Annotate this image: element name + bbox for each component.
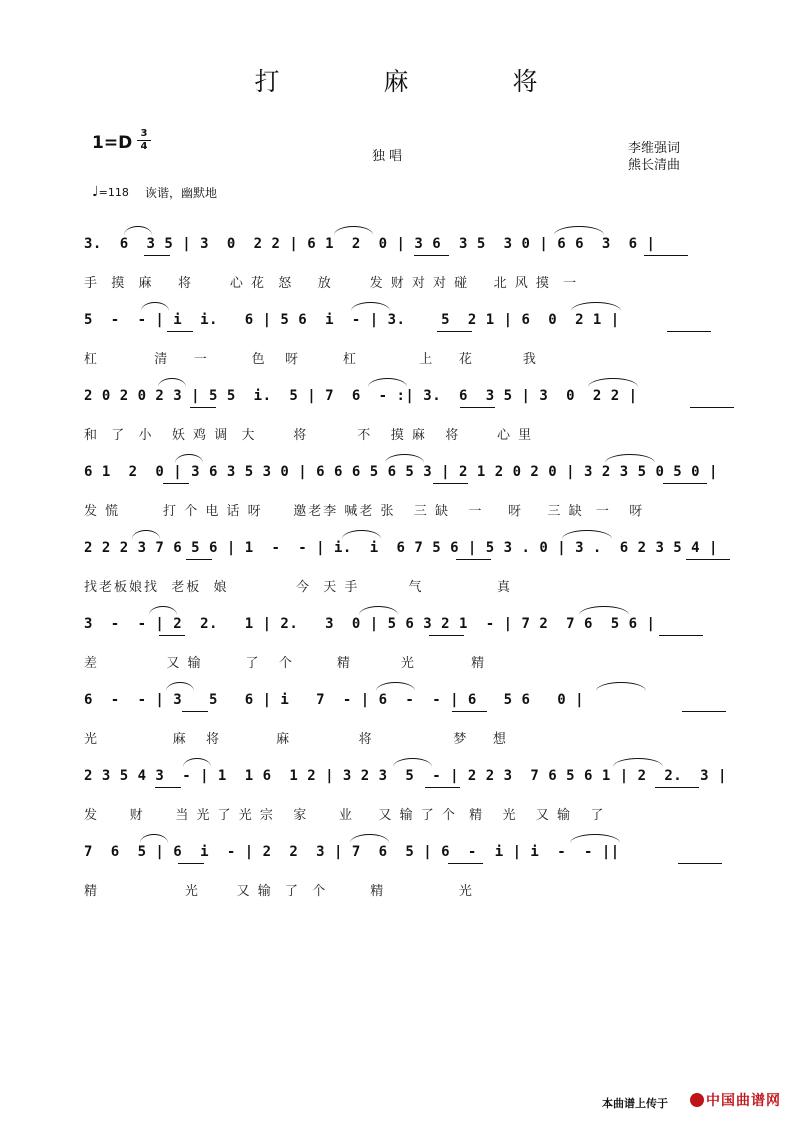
- notation-line: 2 3 5 4 3 - | 1 1 6 1 2 | 3 2 3 5 - | 2 2 3 7 6 5 6 1 | 2 2. 3 |: [84, 768, 727, 784]
- beam-line: [429, 634, 464, 636]
- lyrics-line: 光 麻 将 麻 将 梦 想: [84, 732, 508, 747]
- beam-line: [678, 862, 722, 864]
- score-system: [84, 384, 724, 443]
- notation-line: 2 2 2 3 7 6 5 6 | 1 - - | i. i 6 7 5 6 | 5 3 . 0 | 3 . 6 2 3 5 4 |: [84, 540, 718, 556]
- slur-mark: [393, 758, 432, 767]
- score-system: [84, 232, 724, 291]
- time-signature: [137, 128, 151, 153]
- beam-line: [686, 558, 730, 560]
- lyrics-line: 差 又 输 了 个 精 光 精: [84, 656, 487, 671]
- slur-mark: [376, 682, 415, 691]
- slur-mark: [351, 302, 390, 311]
- notation-line: 3 - - | 2 2. 1 | 2. 3 0 | 5 6 3 2 1 - | 7 2 7 6 5 6 |: [84, 616, 656, 632]
- tempo-value: =118: [98, 186, 129, 199]
- beam-line: [433, 482, 468, 484]
- slur-mark: [579, 606, 629, 615]
- score-system: [84, 308, 724, 367]
- beam-line: [155, 786, 181, 788]
- beam-line: [144, 254, 170, 256]
- upload-note: 本曲谱上传于: [602, 1097, 668, 1110]
- beam-line: [167, 330, 193, 332]
- slur-mark: [613, 758, 663, 767]
- quarter-note-icon: ♩: [92, 184, 99, 200]
- slur-mark: [342, 530, 381, 539]
- score-system: [84, 840, 724, 899]
- score-system: [84, 612, 724, 671]
- lyrics-line: 和 了 小 妖 鸡 调 大 将 不 摸 麻 将 心 里: [84, 428, 534, 443]
- score-system: [84, 460, 724, 519]
- beam-line: [186, 558, 212, 560]
- beam-line: [690, 406, 734, 408]
- slur-mark: [350, 834, 389, 843]
- slur-mark: [166, 682, 194, 691]
- lyrics-line: 手 摸 麻 将 心 花 怒 放 发 财 对 对 碰 北 风 摸 一: [84, 276, 579, 291]
- notation-line: 2 0 2 0 2 3 | 5 5 i. 5 | 7 6 - :| 3. 6 3 5 | 3 0 2 2 |: [84, 388, 638, 404]
- notation-line: 3. 6 3 5 | 3 0 2 2 | 6 1 2 0 | 3 6 3 5 3 0 | 6 6 3 6 |: [84, 236, 656, 252]
- slur-mark: [158, 378, 186, 387]
- slur-mark: [588, 378, 638, 387]
- beam-line: [159, 634, 185, 636]
- key-signature: 1=D: [92, 133, 133, 153]
- lyrics-line: 精 光 又 输 了 个 精 光: [84, 884, 474, 899]
- logo-mark-icon: [690, 1093, 704, 1107]
- beam-line: [414, 254, 449, 256]
- beam-line: [437, 330, 472, 332]
- slur-mark: [124, 226, 152, 235]
- beam-line: [460, 406, 495, 408]
- score-system: [84, 764, 727, 823]
- beam-line: [182, 710, 208, 712]
- lyrics-line: 发 财 当 光 了 光 宗 家 业 又 输 了 个 精 光 又 输 了: [84, 808, 606, 823]
- slur-mark: [359, 606, 398, 615]
- notation-line: 6 1 2 0 | 3 6 3 5 3 0 | 6 6 6 5 6 5 3 | 2 1 2 0 2 0 | 3 2 3 5 0 5 0 |: [84, 464, 718, 480]
- beam-line: [448, 862, 483, 864]
- slur-mark: [562, 530, 612, 539]
- lyrics-line: 发 慌 打 个 电 话 呀 邀老李 喊老 张 三 缺 一 呀 三 缺 一 呀: [84, 504, 645, 519]
- notation-line: 6 - - | 3 5 6 | i 7 - | 6 - - | 6 5 6 0 |: [84, 692, 585, 708]
- lyrics-line: 找老板娘找 老板 娘 今 天 手 气 真: [84, 580, 513, 595]
- beam-line: [659, 634, 703, 636]
- score-system: [84, 688, 724, 747]
- notation-line: 5 - - | i i. 6 | 5 6 i - | 3. 5 2 1 | 6 0 2 1 |: [84, 312, 620, 328]
- slur-mark: [183, 758, 211, 767]
- beam-line: [456, 558, 491, 560]
- beam-line: [644, 254, 688, 256]
- composer-credit: 熊长清曲: [628, 158, 681, 173]
- performance-form: 独唱: [372, 149, 407, 164]
- song-title: 打 麻 将: [254, 67, 586, 96]
- slur-mark: [571, 302, 621, 311]
- slur-mark: [570, 834, 620, 843]
- beam-line: [190, 406, 216, 408]
- slur-mark: [368, 378, 407, 387]
- slur-mark: [141, 302, 169, 311]
- beam-line: [663, 482, 707, 484]
- expression-marking: 诙谐，幽默地: [145, 186, 218, 200]
- beam-line: [163, 482, 189, 484]
- beam-line: [178, 862, 204, 864]
- slur-mark: [132, 530, 160, 539]
- beam-line: [425, 786, 460, 788]
- slur-mark: [385, 454, 424, 463]
- lyricist-credit: 李维强词: [628, 141, 681, 156]
- slur-mark: [175, 454, 203, 463]
- notation-line: 7 6 5 | 6 i - | 2 2 3 | 7 6 5 | 6 - i | i - - ||: [84, 844, 620, 860]
- slur-mark: [334, 226, 373, 235]
- slur-mark: [149, 606, 177, 615]
- tempo-marking: [92, 184, 129, 200]
- lyrics-line: 杠 清 一 色 呀 杠 上 花 我: [84, 352, 538, 367]
- slur-mark: [140, 834, 168, 843]
- meter-numerator: 3: [140, 128, 148, 139]
- score-system: [84, 536, 724, 595]
- meter-denominator: 4: [137, 140, 151, 153]
- beam-line: [452, 710, 487, 712]
- slur-mark: [554, 226, 604, 235]
- beam-line: [682, 710, 726, 712]
- beam-line: [655, 786, 699, 788]
- site-logo: [690, 1090, 781, 1110]
- slur-mark: [596, 682, 646, 691]
- logo-text: 中国曲谱网: [706, 1093, 781, 1109]
- slur-mark: [605, 454, 655, 463]
- beam-line: [667, 330, 711, 332]
